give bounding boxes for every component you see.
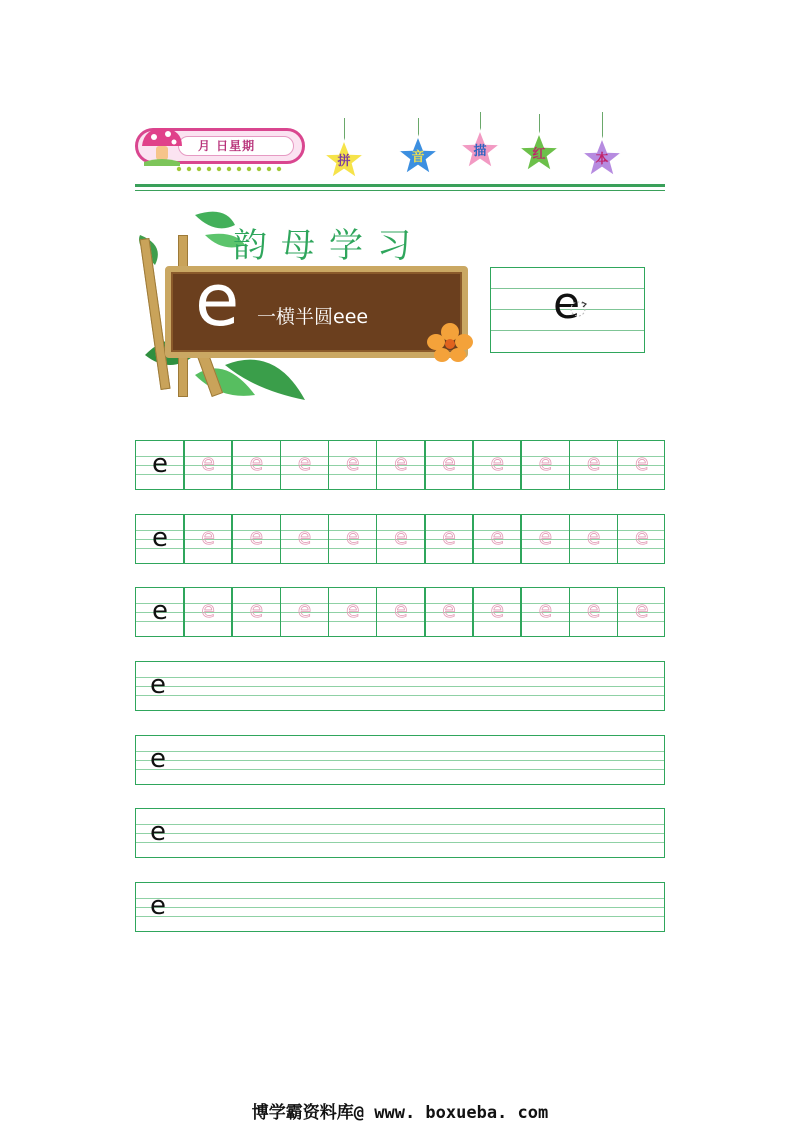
guide-line [136,833,664,834]
trace-letter[interactable]: e [586,451,601,476]
model-letter: e [152,449,168,479]
trace-letter[interactable]: e [490,598,505,623]
guide-line [136,760,664,761]
model-letter: e [152,596,168,626]
trace-letter[interactable]: e [538,451,553,476]
star-label: 本 [595,152,609,167]
wooden-sign [165,258,468,358]
trace-letter[interactable]: e [442,598,456,623]
star-label: 拼 [337,154,351,169]
trace-letter[interactable]: e [345,451,360,476]
line-practice-row[interactable] [135,661,665,711]
guide-line [136,677,664,678]
star-badge-1 [322,138,366,182]
footer-watermark: 博学霸资料库@ www. boxueba. com [251,1103,549,1123]
trace-letter[interactable]: e [249,525,264,550]
trace-letter[interactable]: e [442,451,456,476]
star-badge-2 [396,134,440,178]
header-rule-thick [135,184,665,187]
demo-letter: e [553,278,581,329]
trace-letter[interactable]: e [490,451,505,476]
model-letter: e [150,744,166,774]
dots-decoration [175,166,285,172]
guide-line [136,686,664,687]
section-title: 韵母学习 [233,226,425,266]
trace-letter[interactable]: e [538,525,553,550]
flower-icon [424,322,476,364]
trace-letter[interactable]: e [538,598,553,623]
model-letter: e [150,891,166,921]
guide-line [136,842,664,843]
guide-line [136,916,664,917]
grid-practice-row [135,587,665,637]
trace-letter[interactable]: e [442,525,456,550]
sign-letter: e [195,258,240,342]
trace-letter[interactable]: e [201,451,215,476]
demo-line-bottom [491,330,644,331]
line-practice-row[interactable] [135,882,665,932]
model-letter: e [150,817,166,847]
trace-letter[interactable]: e [394,598,408,623]
star-label: 描 [473,144,487,159]
trace-letter[interactable]: e [586,525,601,550]
stroke-demo-box [490,267,645,353]
trace-letter[interactable]: e [394,451,408,476]
line-practice-row[interactable] [135,735,665,785]
trace-letter[interactable]: e [490,525,505,550]
trace-letter[interactable]: e [297,451,312,476]
header-rule-thin [135,190,665,191]
sign-hint: 一横半圆eee [257,306,369,328]
star-badge-5 [580,136,624,180]
star-label: 音 [411,150,425,165]
model-letter: e [150,670,166,700]
line-practice-row[interactable] [135,808,665,858]
grid-practice-row [135,514,665,564]
trace-letter[interactable]: e [586,598,601,623]
guide-line [136,695,664,696]
guide-line [136,769,664,770]
guide-line [136,898,664,899]
guide-line [136,907,664,908]
trace-letter[interactable]: e [201,525,215,550]
trace-letter[interactable]: e [394,525,408,550]
trace-letter[interactable]: e [297,598,312,623]
model-letter: e [152,523,168,553]
star-label: 红 [532,147,546,162]
mushroom-icon [138,124,186,168]
trace-letter[interactable]: e [345,525,360,550]
guide-line [136,751,664,752]
stroke-order-arrow-icon [567,298,589,320]
trace-letter[interactable]: e [249,451,264,476]
guide-line [136,824,664,825]
trace-letter[interactable]: e [297,525,312,550]
grid-practice-row [135,440,665,490]
trace-letter[interactable]: e [635,525,649,550]
trace-letter[interactable]: e [635,451,649,476]
date-label: 月 日星期 [198,139,256,153]
trace-letter[interactable]: e [635,598,649,623]
star-badge-3 [458,128,502,172]
star-badge-4 [517,131,561,175]
trace-letter[interactable]: e [345,598,360,623]
trace-letter[interactable]: e [249,598,264,623]
trace-letter[interactable]: e [201,598,215,623]
